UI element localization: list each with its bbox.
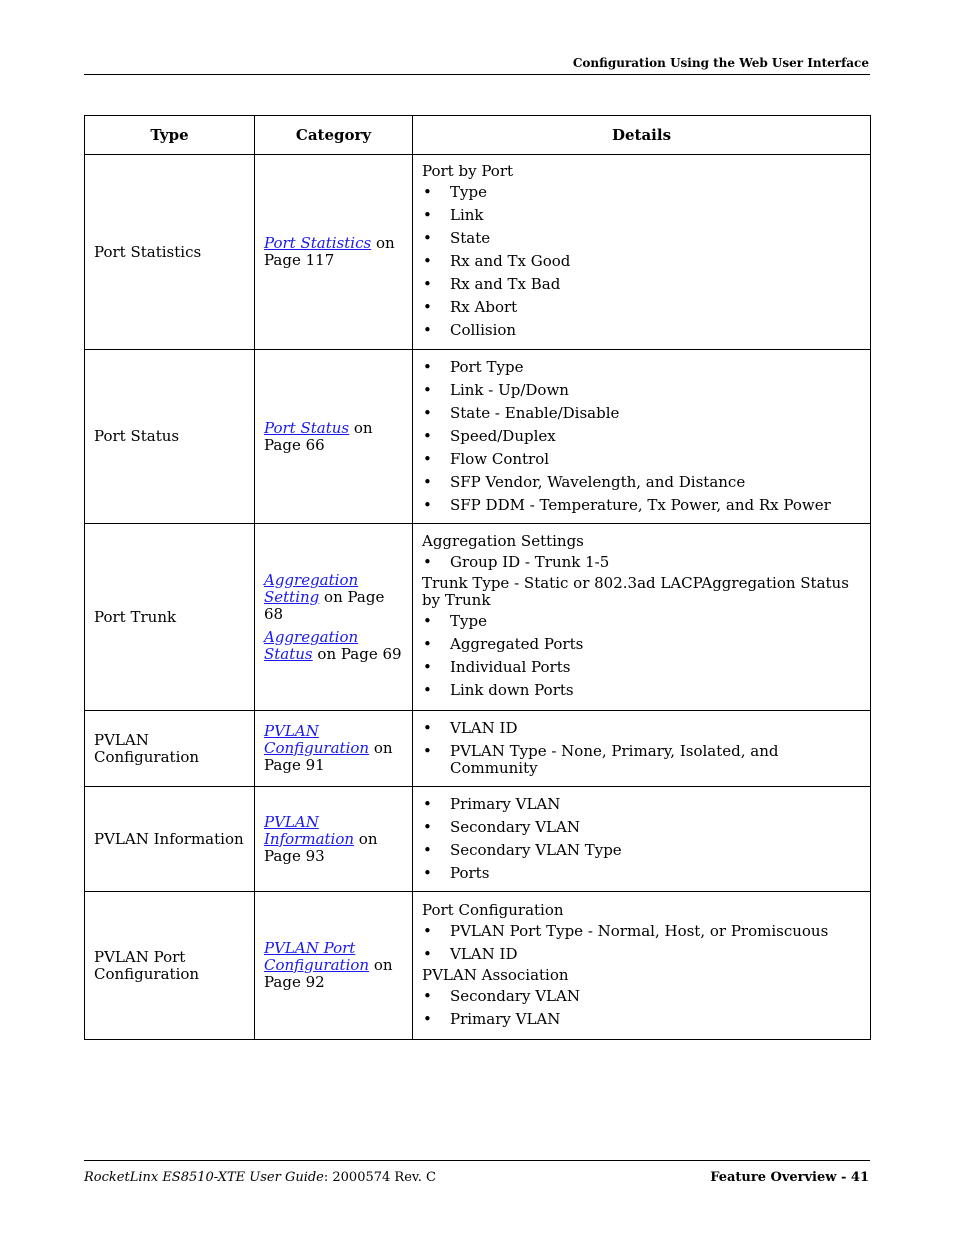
details-bullet-list [422, 985, 862, 1031]
page-reference [264, 814, 406, 865]
cell-category [255, 711, 413, 787]
cross-reference-link[interactable]: Port Statistics [264, 234, 372, 252]
header-rule [84, 74, 870, 75]
column-header-details: Details [413, 116, 871, 155]
details-text: PVLAN Association [422, 965, 569, 984]
list-item: • PVLAN Port Type - Normal, Host, or Promiscuous [422, 920, 862, 943]
cross-reference-link[interactable]: PVLAN Port Configuration [264, 939, 370, 974]
list-item: • Secondary VLAN [422, 816, 862, 839]
table-body [85, 155, 871, 1040]
page-reference [264, 940, 406, 991]
page-reference [264, 572, 406, 623]
column-header-category: Category [255, 116, 413, 155]
details-bullet-list [422, 181, 862, 342]
table-row [85, 524, 871, 711]
cross-reference-link[interactable]: PVLAN Information [264, 812, 355, 848]
table-header-row [85, 116, 871, 155]
list-item: • Secondary VLAN Type [422, 839, 862, 862]
list-item: • Rx and Tx Good [422, 250, 862, 273]
cell-details [413, 350, 871, 524]
running-header: Configuration Using the Web User Interface [572, 56, 869, 70]
cell-type: PVLAN Configuration [85, 711, 255, 787]
list-item: • Ports [422, 862, 862, 885]
table-row [85, 787, 871, 892]
column-header-type: Type [85, 116, 255, 155]
list-item: • VLAN ID [422, 717, 862, 740]
footer-rule [84, 1160, 870, 1161]
details-text: Port Configuration [422, 900, 564, 919]
cell-type: Port Status [85, 350, 255, 524]
footer-page-label: Feature Overview - 41 [710, 1170, 869, 1185]
list-item: • Collision [422, 319, 862, 342]
cell-type: Port Trunk [85, 524, 255, 711]
details-bullet-list [422, 793, 862, 885]
cross-reference-link[interactable]: PVLAN Configuration [264, 722, 370, 757]
list-item: • Secondary VLAN [422, 985, 862, 1008]
details-text: Trunk Type - Static or 802.3ad LACPAggregation Status by Trunk [422, 574, 849, 609]
list-item: • Link - Up/Down [422, 379, 862, 402]
cross-reference-link[interactable]: Port Status [264, 418, 350, 437]
list-item: • Speed/Duplex [422, 425, 862, 448]
cell-details [413, 787, 871, 892]
feature-table [84, 115, 871, 1040]
details-text: Port by Port [422, 162, 514, 180]
list-item: • Group ID - Trunk 1-5 [422, 551, 862, 574]
cell-category [255, 892, 413, 1040]
footer-doc-info [84, 1170, 436, 1185]
cell-type: PVLAN Information [85, 787, 255, 892]
list-item: • Link [422, 204, 862, 227]
cell-type: Port Statistics [85, 155, 255, 350]
table-row [85, 711, 871, 787]
list-item: • SFP DDM - Temperature, Tx Power, and Rx Power [422, 494, 862, 517]
list-item: • State [422, 227, 862, 250]
list-item: • Port Type [422, 356, 862, 379]
cell-details [413, 711, 871, 787]
list-item: • VLAN ID [422, 943, 862, 966]
page-reference-suffix: on Page 69 [312, 644, 402, 663]
page-reference [264, 629, 406, 663]
details-text: Aggregation Settings [422, 532, 584, 550]
list-item: • Link down Ports [422, 679, 862, 702]
cross-reference-link[interactable]: Aggregation Setting [264, 570, 359, 606]
page-reference-suffix: on Page 68 [264, 587, 385, 623]
page-reference-suffix: on Page 93 [264, 829, 378, 865]
table-row [85, 892, 871, 1040]
list-item: • Primary VLAN [422, 1008, 862, 1031]
cell-details [413, 524, 871, 711]
list-item: • Aggregated Ports [422, 633, 862, 656]
cross-reference-link[interactable]: Aggregation Status [264, 627, 359, 663]
details-bullet-list [422, 551, 862, 574]
list-item: • State - Enable/Disable [422, 402, 862, 425]
cell-category [255, 350, 413, 524]
table-row [85, 350, 871, 524]
page-reference [264, 723, 406, 774]
cell-type: PVLAN Port Configuration [85, 892, 255, 1040]
cell-category [255, 524, 413, 711]
page-reference [264, 420, 406, 454]
list-item: • SFP Vendor, Wavelength, and Distance [422, 471, 862, 494]
table-row [85, 155, 871, 350]
list-item: • PVLAN Type - None, Primary, Isolated, and Community [422, 740, 862, 780]
list-item: • Individual Ports [422, 656, 862, 679]
details-bullet-list [422, 610, 862, 702]
list-item: • Primary VLAN [422, 793, 862, 816]
page-reference [264, 235, 406, 269]
list-item: • Rx and Tx Bad [422, 273, 862, 296]
page-reference-suffix: on Page 92 [264, 956, 393, 991]
page-reference-suffix: on Page 117 [264, 234, 395, 269]
cell-details [413, 155, 871, 350]
footer-doc-revision: : 2000574 Rev. C [323, 1170, 436, 1185]
details-bullet-list [422, 356, 862, 517]
list-item: • Type [422, 181, 862, 204]
page-reference-suffix: on Page 66 [264, 418, 373, 454]
page-reference-suffix: on Page 91 [264, 739, 393, 774]
list-item: • Type [422, 610, 862, 633]
details-bullet-list [422, 920, 862, 966]
footer-doc-title: RocketLinx ES8510-XTE User Guide [84, 1170, 324, 1185]
cell-category [255, 155, 413, 350]
list-item: • Flow Control [422, 448, 862, 471]
cell-details [413, 892, 871, 1040]
details-bullet-list [422, 717, 862, 780]
cell-category [255, 787, 413, 892]
list-item: • Rx Abort [422, 296, 862, 319]
